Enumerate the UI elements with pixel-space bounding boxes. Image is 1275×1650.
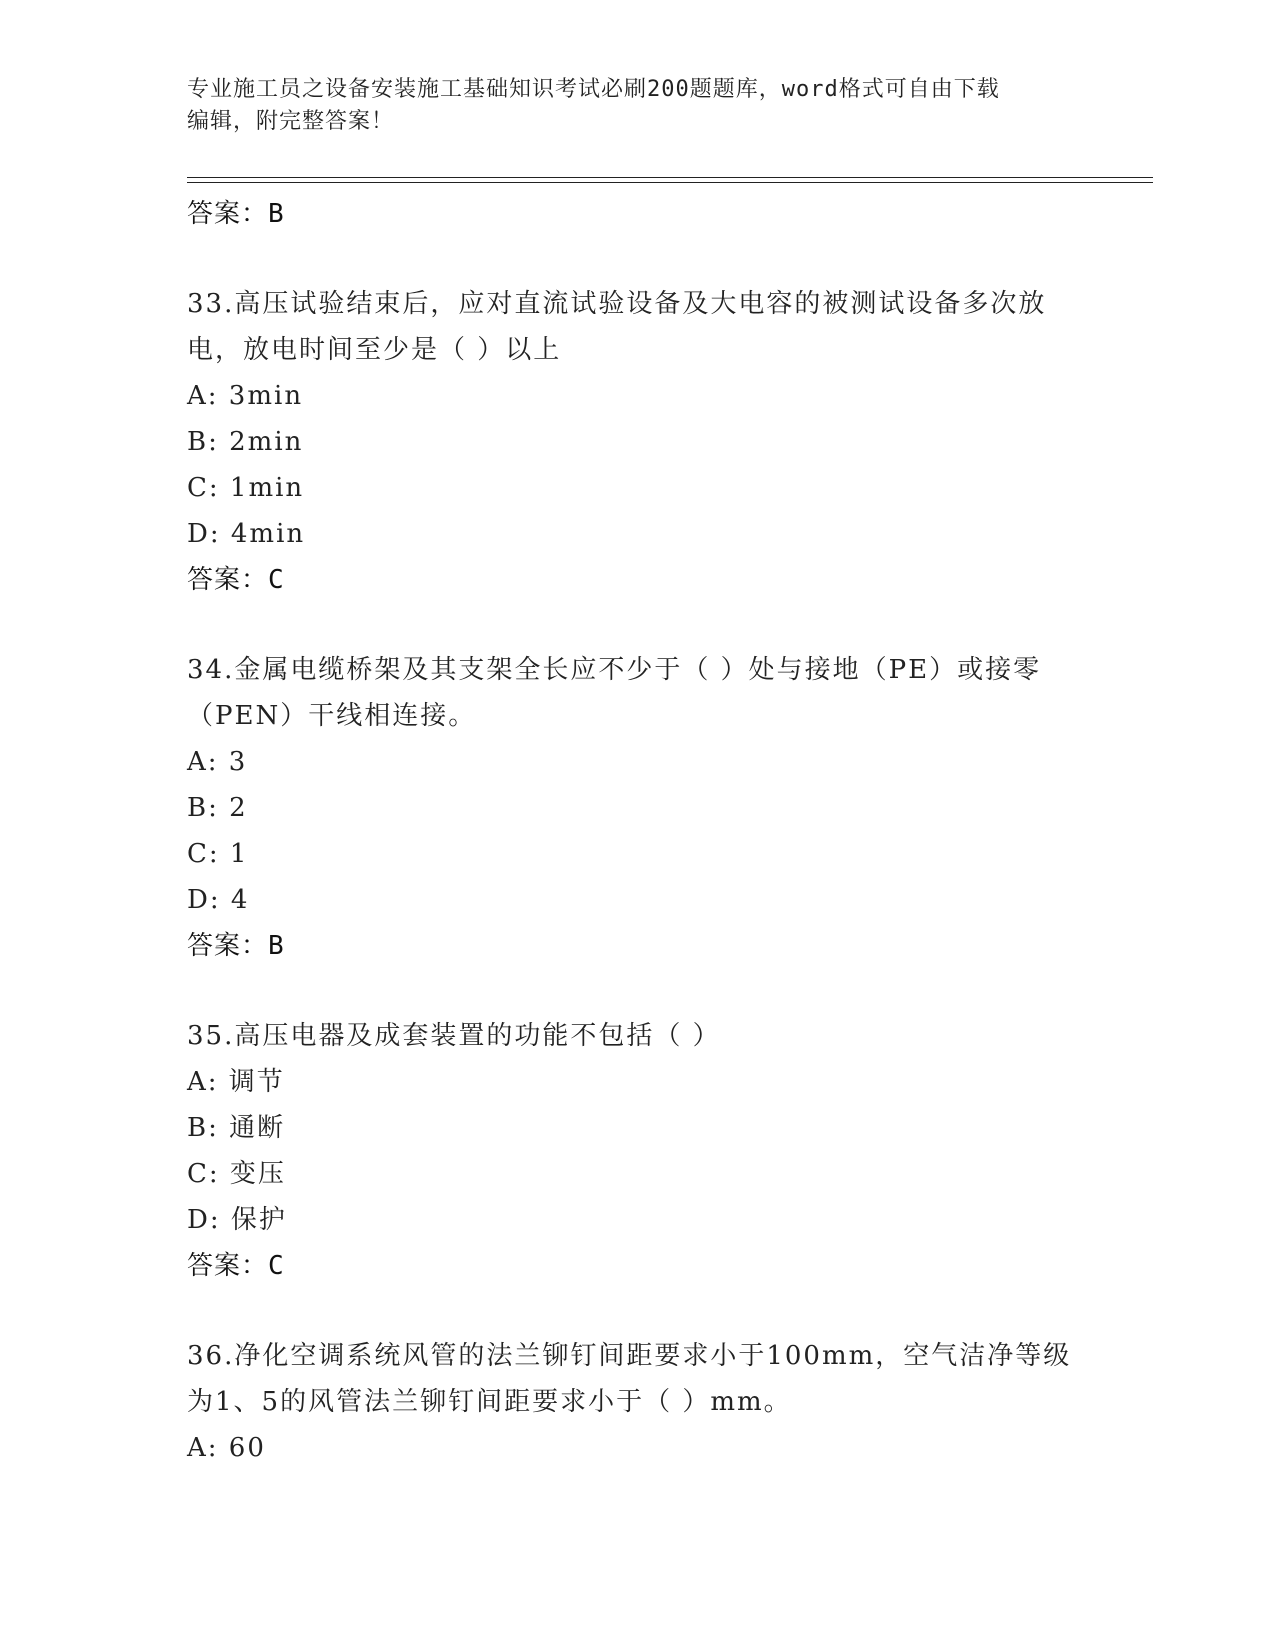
question-34 (187, 647, 1087, 969)
page-header (187, 74, 1087, 138)
question-33 (187, 281, 1087, 603)
answer-35: 答案：C (187, 1251, 285, 1281)
option-d: D: 保护 (187, 1205, 287, 1235)
option-b: B: 2 (187, 793, 248, 823)
option-a: A: 60 (187, 1433, 266, 1463)
option-b: B: 通断 (187, 1113, 286, 1143)
option-a: A: 3 (187, 747, 248, 777)
question-text: 35.高压电器及成套装置的功能不包括（ ） (187, 1021, 721, 1051)
question-35 (187, 1013, 1087, 1289)
question-text: 36.净化空调系统风管的法兰铆钉间距要求小于100mm，空气洁净等级为1、5的风管法兰铆钉间距要求小于（ ）mm。 (187, 1341, 1072, 1417)
option-c: C: 1min (187, 473, 305, 503)
option-b: B: 2min (187, 427, 304, 457)
answer-33: 答案：C (187, 565, 285, 595)
header-rule-top (187, 177, 1153, 178)
header-rule-bottom (187, 182, 1153, 183)
answer-32: 答案：B (187, 199, 285, 229)
option-d: D: 4 (187, 885, 250, 915)
option-c: C: 变压 (187, 1159, 286, 1189)
question-36 (187, 1333, 1087, 1471)
question-text: 33.高压试验结束后，应对直流试验设备及大电容的被测试设备多次放电，放电时间至少是（ ）以上 (187, 289, 1047, 365)
question-text: 34.金属电缆桥架及其支架全长应不少于（ ）处与接地（PE）或接零（PEN）干线相连接。 (187, 655, 1042, 731)
question-list (187, 187, 1087, 1471)
option-a: A: 3min (187, 381, 304, 411)
option-a: A: 调节 (187, 1067, 285, 1097)
option-d: D: 4min (187, 519, 306, 549)
option-c: C: 1 (187, 839, 249, 869)
answer-34: 答案：B (187, 931, 285, 961)
header-line-1: 专业施工员之设备安装施工基础知识考试必刷200题题库，word格式可自由下载 (187, 77, 1000, 102)
header-line-2: 编辑，附完整答案！ (187, 109, 395, 134)
